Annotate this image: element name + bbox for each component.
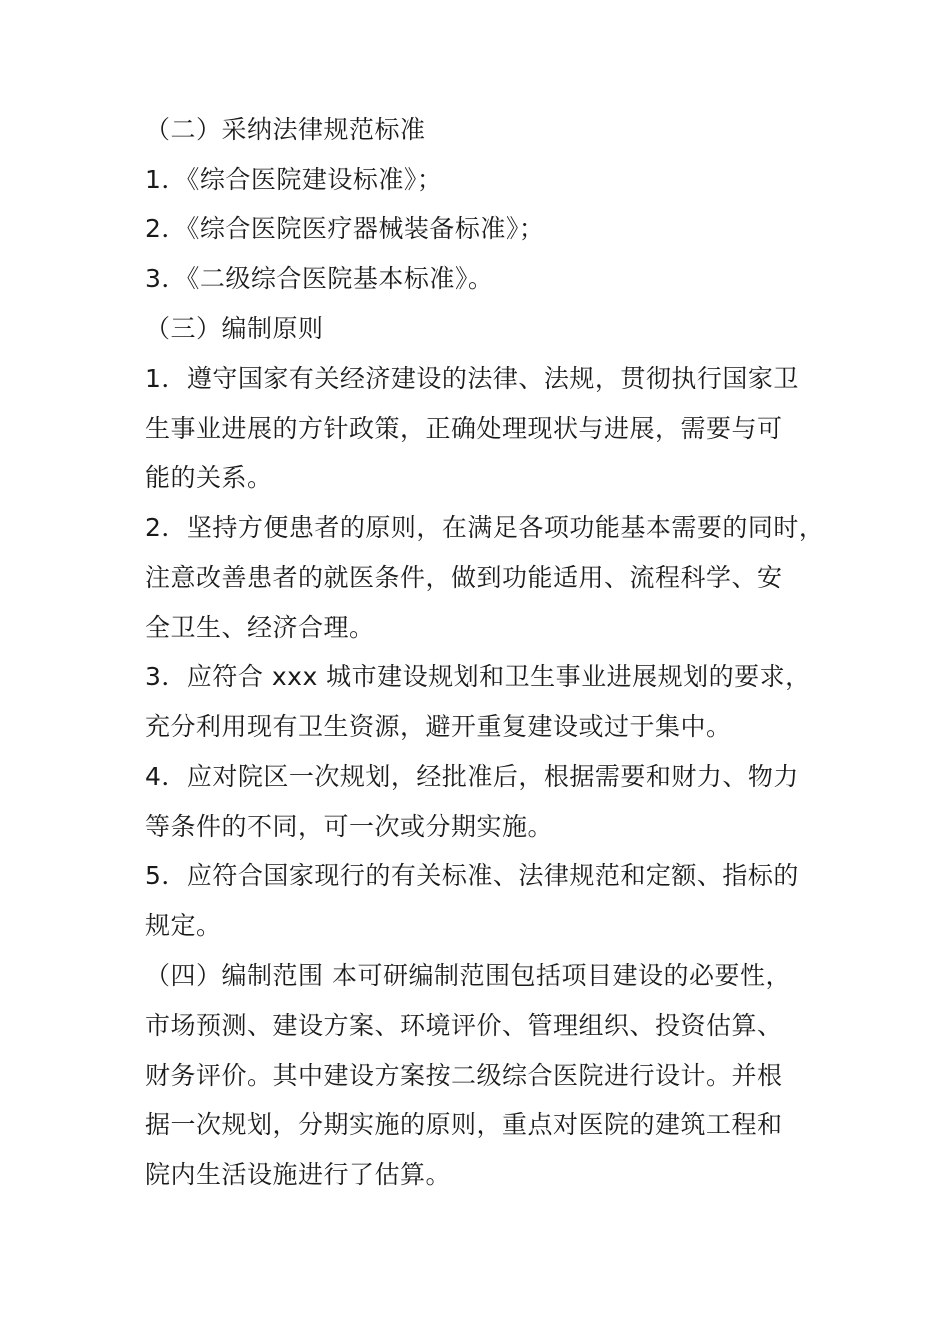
paragraph-line: 注意改善患者的就医条件，做到功能适用、流程科学、安 (145, 563, 783, 592)
paragraph-line: 充分利用现有卫生资源，避开重复建设或过于集中。 (145, 712, 732, 741)
section-heading-principles: （三）编制原则 (145, 314, 324, 343)
paragraph-line: 规定。 (145, 911, 222, 940)
paragraph-line: 能的关系。 (145, 463, 273, 492)
paragraph-line: 5．应符合国家现行的有关标准、法律规范和定额、指标的 (145, 861, 799, 890)
paragraph-line: 3．应符合 xxx 城市建设规划和卫生事业进展规划的要求， (145, 662, 811, 691)
paragraph-line: 4．应对院区一次规划，经批准后，根据需要和财力、物力 (145, 762, 799, 791)
list-item: 3．《二级综合医院基本标准》。 (145, 264, 494, 293)
paragraph-line: 1．遵守国家有关经济建设的法律、法规，贯彻执行国家卫 (145, 364, 799, 393)
paragraph-line: 院内生活设施进行了估算。 (145, 1160, 452, 1189)
paragraph-line: 财务评价。其中建设方案按二级综合医院进行设计。并根 (145, 1061, 783, 1090)
paragraph-line: 全卫生、经济合理。 (145, 613, 375, 642)
paragraph-line: 生事业进展的方针政策，正确处理现状与进展，需要与可 (145, 414, 783, 443)
section-heading-scope: （四）编制范围 本可研编制范围包括项目建设的必要性， (145, 961, 791, 990)
list-item: 2．《综合医院医疗器械装备标准》； (145, 214, 545, 243)
list-item: 1．《综合医院建设标准》； (145, 165, 443, 194)
paragraph-line: 2．坚持方便患者的原则，在满足各项功能基本需要的同时， (145, 513, 825, 542)
paragraph-line: 市场预测、建设方案、环境评价、管理组织、投资估算、 (145, 1011, 783, 1040)
section-heading-standards: （二）采纳法律规范标准 (145, 115, 426, 144)
paragraph-line: 等条件的不同，可一次或分期实施。 (145, 812, 554, 841)
paragraph-line: 据一次规划，分期实施的原则，重点对医院的建筑工程和 (145, 1110, 783, 1139)
